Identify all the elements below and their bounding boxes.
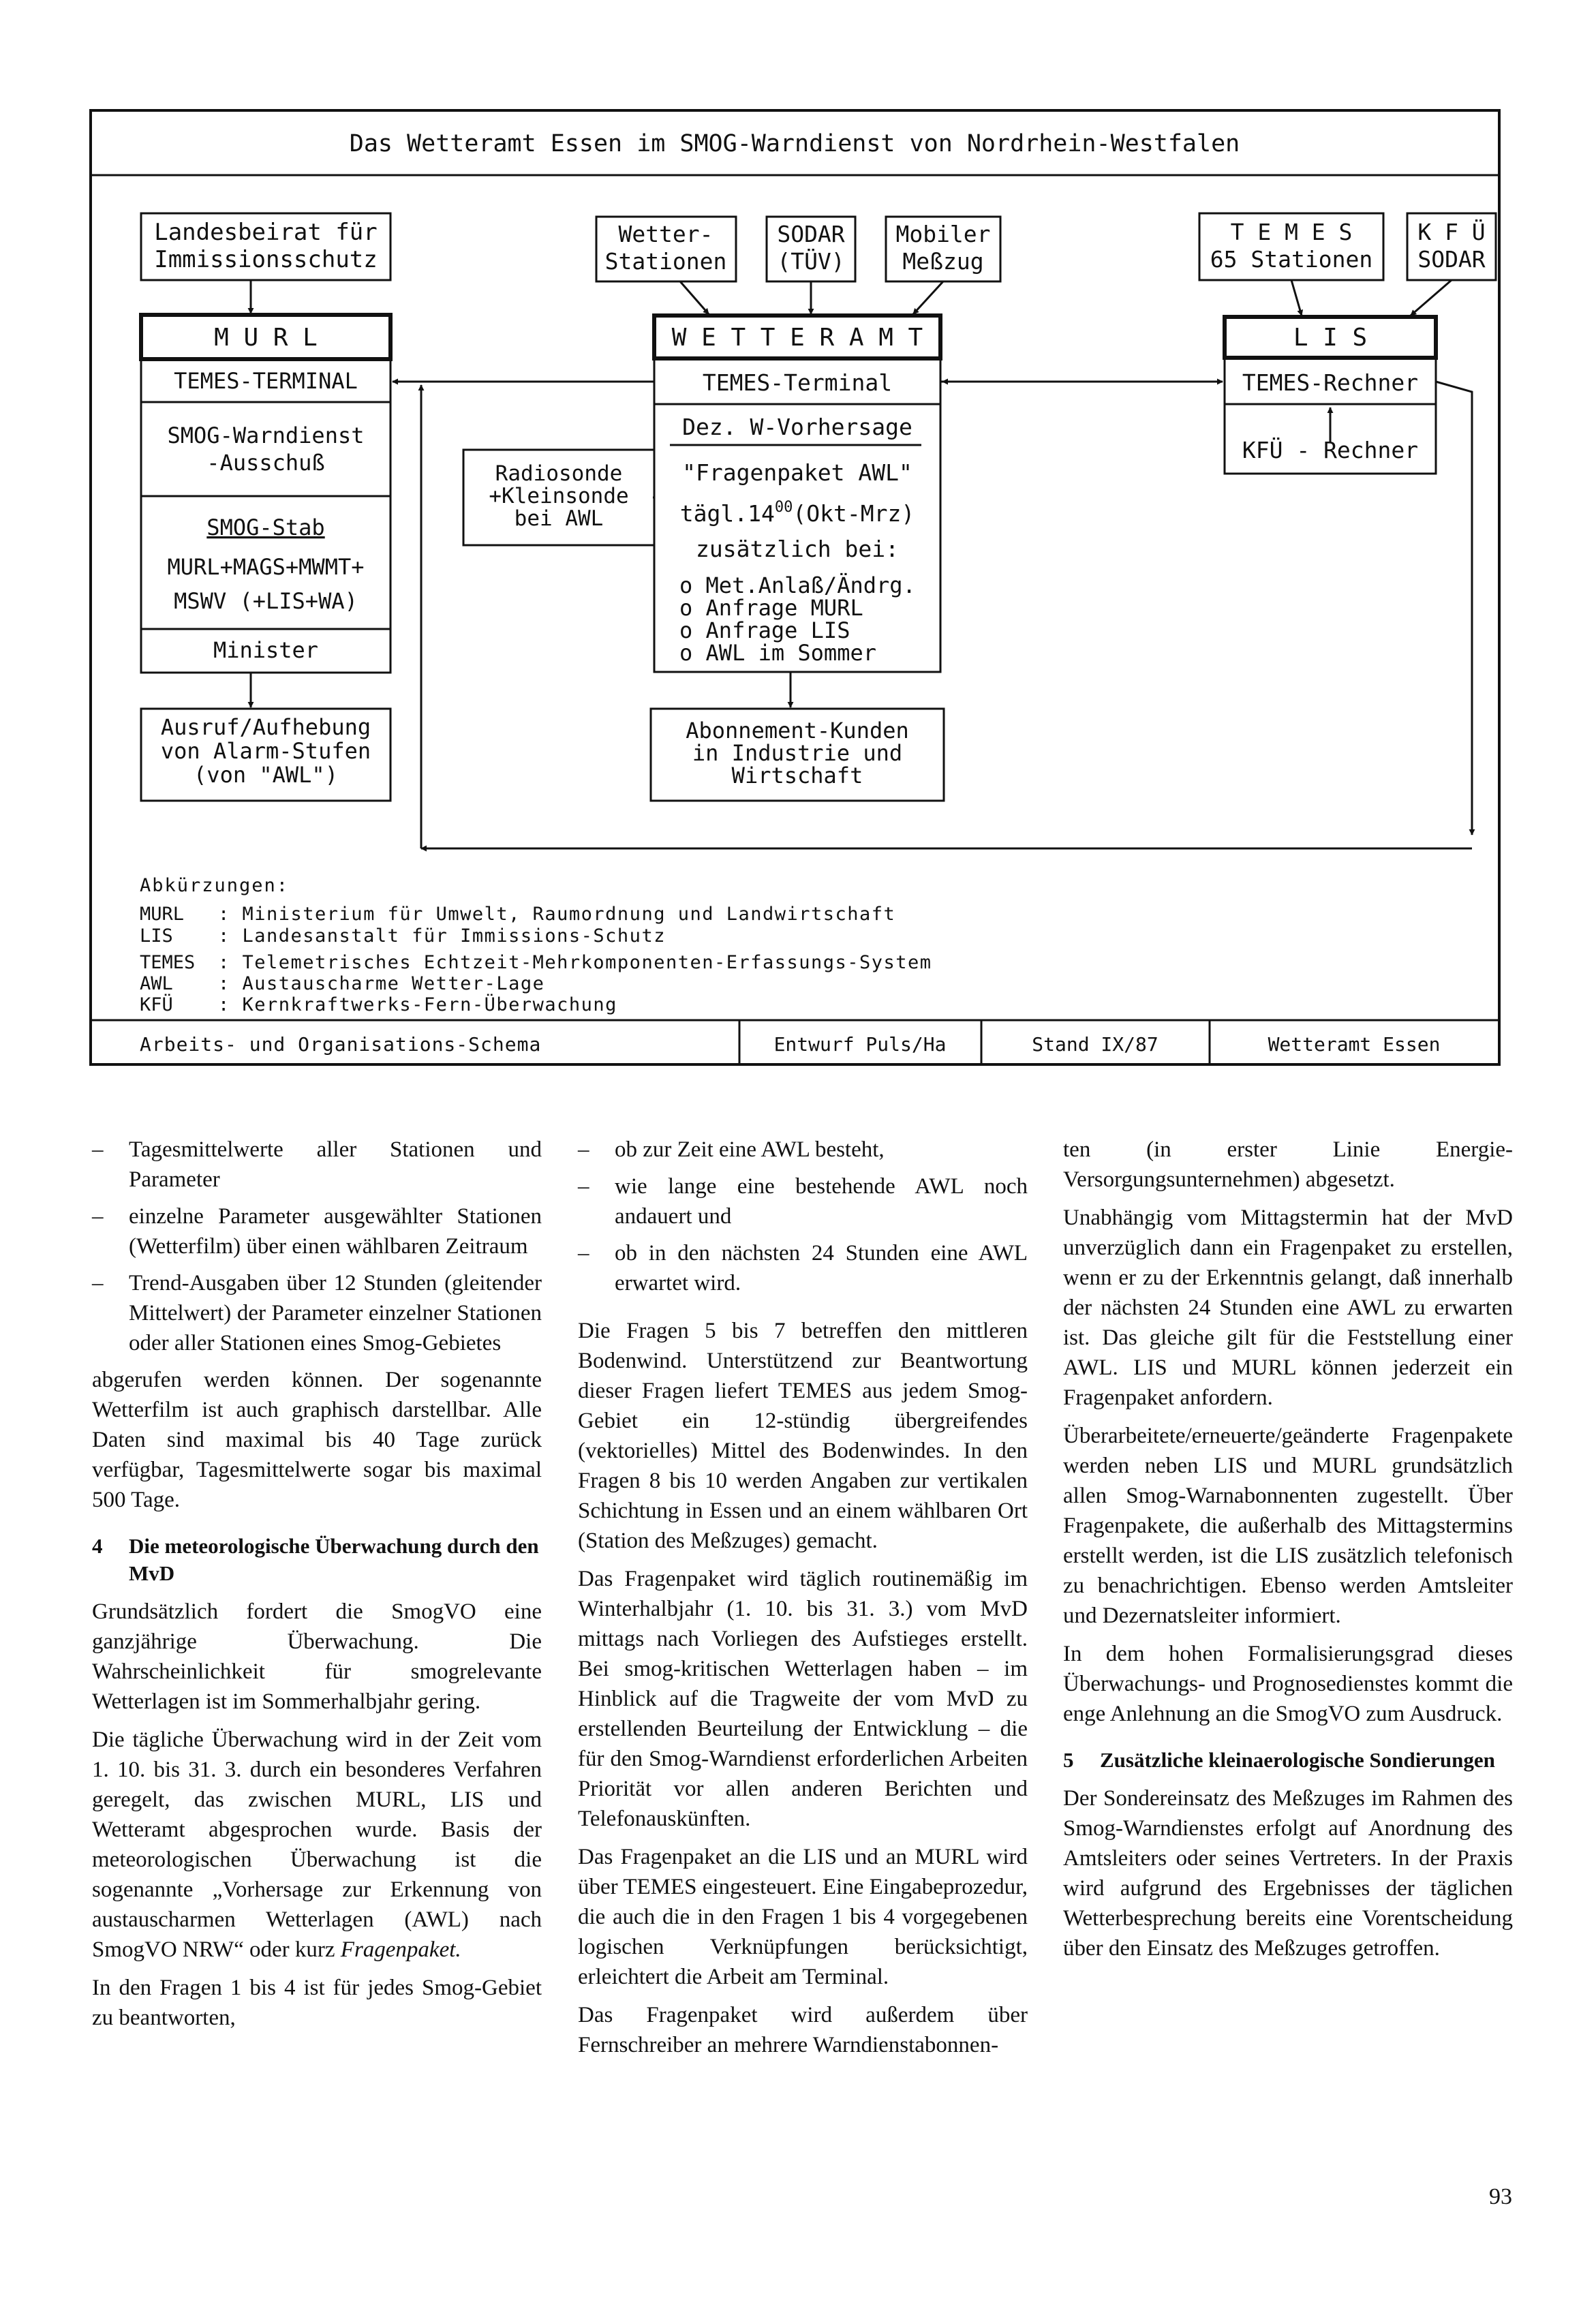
abbr-key: LIS xyxy=(140,925,173,947)
abbr-key: TEMES xyxy=(140,952,196,973)
footer-entwurf: Entwurf Puls/Ha xyxy=(773,1033,947,1056)
minister-label: Minister xyxy=(213,637,319,663)
section-heading: 5 Zusätzliche kleinaerologische Sondierungen xyxy=(1063,1748,1495,1772)
landesbeirat-line2: Immissionsschutz xyxy=(154,246,378,273)
text-column-1 xyxy=(92,1135,542,2041)
organisation-diagram xyxy=(0,0,1596,1090)
wetteramt-item: o AWL im Sommer xyxy=(679,640,876,666)
ausruf-line2: von Alarm-Stufen xyxy=(160,738,371,764)
paragraph: Das Fragenpaket an die LIS und an MURL wird über TEMES eingesteuert. Eine Eingabeprozedur, die auch die in den Fragen 1 bis 4 vorgegebenen logischen Verknüpfungen berücksichtigt, erleichtert die Arbeit am Terminal. xyxy=(578,1845,1028,1989)
footer-wetteramt: Wetteramt Essen xyxy=(1268,1033,1441,1056)
murl-terminal: TEMES-TERMINAL xyxy=(174,368,358,394)
abbr-key: MURL xyxy=(140,904,185,925)
temes-rechner: TEMES-Rechner xyxy=(1242,369,1419,396)
footer-schema: Arbeits- und Organisations-Schema xyxy=(140,1033,542,1056)
abbr-key: KFÜ xyxy=(140,994,173,1015)
vorhersage-label: Dez. W-Vorhersage xyxy=(682,414,912,440)
paragraph: Das Fragenpaket wird außerdem über Fernschreiber an mehrere Warndienstabonnen- xyxy=(578,2003,1028,2057)
text-column-3 xyxy=(1063,1135,1513,1971)
radiosonde-line1: Radiosonde xyxy=(495,461,623,486)
ausruf-line1: Ausruf/Aufhebung xyxy=(160,714,371,740)
list-item: – wie lange eine bestehende AWL noch andauert und xyxy=(578,1174,1028,1229)
wetteramt-header: W E T T E R A M T xyxy=(671,324,923,352)
list-item: – einzelne Parameter ausgewählter Stationen (Wetterfilm) über einen wählbaren Zeitraum xyxy=(92,1204,542,1259)
paragraph: Der Sondereinsatz des Meßzuges im Rahmen des Smog-Warndienstes erfolgt auf Anordnung des Amtsleiters oder seines Vertreters. In der Praxis wird aufgrund des Ergebnisses der täglichen Wetterbesprechung bereits eine Vorentscheidung über den Einsatz des Meßzuges getroffen. xyxy=(1063,1786,1513,1961)
landesbeirat-line1: Landesbeirat für xyxy=(154,219,378,246)
murl-ausschuss-line1: SMOG-Warndienst xyxy=(167,423,365,448)
wetteramt-terminal: TEMES-Terminal xyxy=(702,369,893,396)
paragraph: Die tägliche Überwachung wird in der Zeit vom 1. 10. bis 31. 3. durch ein besonderes Verfahren geregelt, das zwischen MURL, LIS und Wetteramt abgesprochen wurde. Basis der meteorologischen Überwachung ist die sogenannte „Vorhersage zur Erkennung von austauscharmen Wetterlagen (AWL) nach SmogVO NRW“ oder kurz Fragenpaket. xyxy=(92,1728,542,1962)
fragenpaket-label: "Fragenpaket AWL" xyxy=(682,459,912,486)
murl-header: M U R L xyxy=(214,324,318,352)
page-number: 93 xyxy=(1489,2184,1512,2209)
kfu-rechner: KFÜ - Rechner xyxy=(1242,437,1419,463)
messzug-line2: Meßzug xyxy=(902,248,984,275)
abonnement-line3: Wirtschaft xyxy=(731,763,863,788)
abbr-text: : Kernkraftwerks-Fern-Überwachung xyxy=(218,994,617,1015)
text-column-2 xyxy=(578,1135,1028,2068)
smog-stab-title: SMOG-Stab xyxy=(206,515,325,540)
kfu-line1: K F Ü xyxy=(1417,219,1486,245)
radiosonde-line2: +Kleinsonde xyxy=(489,484,629,508)
messzug-line1: Mobiler xyxy=(895,221,991,247)
list-item: – ob zur Zeit eine AWL besteht, xyxy=(578,1137,885,1162)
list-item: – Trend-Ausgaben über 12 Stunden (gleitender Mittelwert) der Parameter einzelner Stationen oder aller Stationen eines Smog-Gebietes xyxy=(92,1271,542,1355)
kfu-line2: SODAR xyxy=(1417,246,1486,273)
lis-header: L I S xyxy=(1293,324,1368,352)
temes-line2: 65 Stationen xyxy=(1210,246,1373,273)
abbr-text: : Austauscharme Wetter-Lage xyxy=(218,973,545,994)
abbr-text: : Ministerium für Umwelt, Raumordnung und Landwirtschaft xyxy=(218,904,896,925)
taeglich-label: $tägl.14^{00}(Okt-Mrz)$ xyxy=(679,499,915,527)
sodar-line1: SODAR xyxy=(777,221,845,247)
paragraph: In dem hohen Formalisierungsgrad dieses Überwachungs- und Prognosedienstes kommt die enge Anlehnung an die SmogVO zum Ausdruck. xyxy=(1063,1642,1513,1726)
list-item: – ob in den nächsten 24 Stunden eine AWL erwartet wird. xyxy=(578,1241,1028,1295)
section-heading: 4 Die meteorologische Überwachung durch den MvD xyxy=(92,1534,539,1585)
paragraph: Unabhängig vom Mittagstermin hat der MvD unverzüglich dann ein Fragenpaket zu erstellen, wenn er zu der Erkenntnis gelangt, daß innerhalb der nächsten 24 Stunden eine AWL zu erwarten ist. Das gleiche gilt für die Feststellung einer AWL. LIS und MURL können jederzeit ein Fragenpaket anfordern. xyxy=(1063,1206,1513,1410)
abbr-key: AWL xyxy=(140,973,173,994)
zusaetzlich-label: zusätzlich bei: xyxy=(695,536,900,562)
temes-line1: T E M E S xyxy=(1230,219,1353,245)
paragraph: In den Fragen 1 bis 4 ist für jedes Smog-Gebiet zu beantworten, xyxy=(92,1976,542,2030)
paragraph: abgerufen werden können. Der sogenannte Wetterfilm ist auch graphisch darstellbar. Alle Daten sind maximal bis 40 Tage zurück verfügbar, Tagesmittelwerte sogar bis maximal 500 Tage. xyxy=(92,1368,542,1512)
sodar-line2: (TÜV) xyxy=(777,248,845,275)
wetteramt-item: o Met.Anlaß/Ändrg. xyxy=(679,572,916,598)
ausruf-line3: (von "AWL") xyxy=(194,762,338,788)
wetterstationen-line2: Stationen xyxy=(604,248,727,275)
abkuerzungen-title: Abkürzungen: xyxy=(140,875,290,896)
footer-stand: Stand IX/87 xyxy=(1032,1033,1158,1056)
paragraph: Das Fragenpaket wird täglich routinemäßig im Winterhalbjahr (1. 10. bis 31. 3.) vom MvD mittags nach Vorliegen des Aufstieges erstellt. Bei smog-kritischen Wetterlagen haben – im Hinblick auf die Tragweite der vom MvD zu erstellenden Beurteilung der Entwicklung – die für den Smog-Warndienst erforderlichen Arbeiten Priorität vor allen anderen Berichten und Telefonauskünften. xyxy=(578,1567,1028,1831)
radiosonde-line3: bei AWL xyxy=(514,506,604,531)
wetteramt-item: o Anfrage MURL xyxy=(679,595,863,621)
wetterstationen-line1: Wetter- xyxy=(618,221,713,247)
list-item: – Tagesmittelwerte aller Stationen und Parameter xyxy=(92,1137,542,1192)
abbr-text: : Landesanstalt für Immissions-Schutz xyxy=(218,925,666,947)
paragraph: Die Fragen 5 bis 7 betreffen den mittleren Bodenwind. Unterstützend zur Beantwortung dieser Fragen liefert TEMES aus jedem Smog-Gebiet ein 12-stündig übergreifendes (vektorielles) Mittel des Bodenwindes. In den Fragen 8 bis 10 werden Angaben zur vertikalen Schichtung in Essen und an einem wählbaren Ort (Station des Meßzuges) gemacht. xyxy=(578,1319,1028,1553)
paragraph: ten (in erster Linie Energie-Versorgungsunternehmen) abgesetzt. xyxy=(1063,1137,1513,1192)
smog-stab-line2: MSWV (+LIS+WA) xyxy=(174,588,358,614)
smog-stab-line1: MURL+MAGS+MWMT+ xyxy=(167,554,365,580)
murl-ausschuss-line2: -Ausschuß xyxy=(206,450,325,476)
paragraph: Grundsätzlich fordert die SmogVO eine ganzjährige Überwachung. Die Wahrscheinlichkeit für smogrelevante Wetterlagen ist im Sommerhalbjahr gering. xyxy=(92,1599,542,1714)
diagram-title: Das Wetteramt Essen im SMOG-Warndienst von Nordrhein-Westfalen xyxy=(349,130,1240,157)
abonnement-line1: Abonnement-Kunden xyxy=(686,718,909,743)
abonnement-line2: in Industrie und xyxy=(692,740,903,766)
wetteramt-item: o Anfrage LIS xyxy=(679,617,850,643)
abbr-text: : Telemetrisches Echtzeit-Mehrkomponenten-Erfassungs-System xyxy=(218,952,932,973)
paragraph: Überarbeitete/erneuerte/geänderte Fragenpakete werden neben LIS und MURL grundsätzlich allen Smog-Warnabonnenten zugestellt. Über Fragenpakete, die außerhalb des Mittagstermins erstellt werden, ist die LIS zusätzlich telefonisch zu benachrichtigen. Ebenso werden Amtsleiter und Dezernatsleiter informiert. xyxy=(1063,1424,1513,1628)
